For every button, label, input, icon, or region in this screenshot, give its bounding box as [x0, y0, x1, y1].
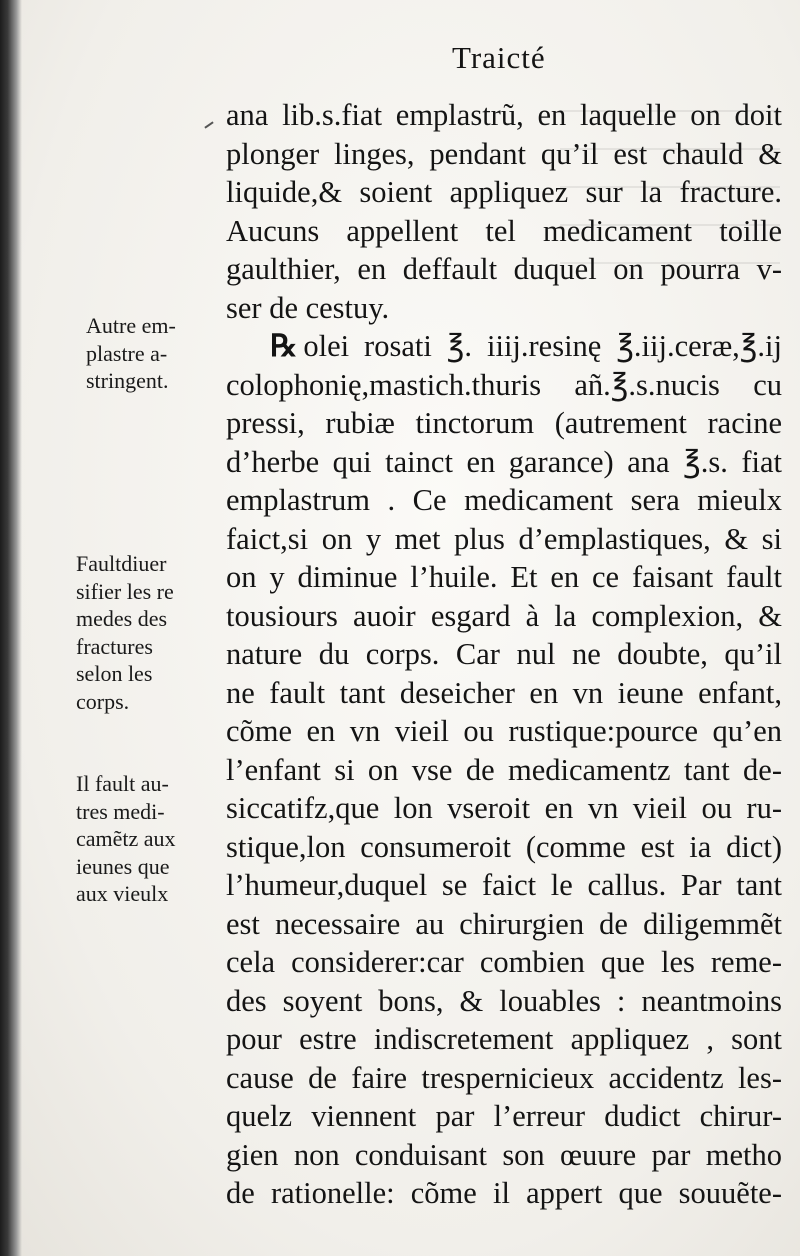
- text-line: ne fault tant deseicher en vn ieune enfant,: [226, 675, 782, 710]
- text-line: liquide,& soient appliquez sur la fracture.: [226, 175, 782, 209]
- text-line: Aucuns appellent tel medicament toille: [226, 213, 782, 248]
- recipe-text: olei rosati ℥. iiij.resinę ℥.iij.ceræ,℥.ij: [303, 329, 782, 363]
- text-line: cela considerer:car combien que les reme-: [226, 945, 782, 979]
- margin-note-young-vs-old: [76, 770, 218, 908]
- margin-note-line: corps.: [76, 688, 130, 714]
- text-line: colophonię,mastich.thuris añ.℥.s.nucis cu: [226, 367, 782, 402]
- text-line: pour estre indiscretement appliquez , sont: [226, 1022, 782, 1056]
- text-line: plonger linges, pendant qu’il est chauld &: [226, 136, 782, 171]
- text-line: tousiours auoir esgard à la complexion, &: [226, 598, 782, 633]
- margin-note-astringent-plaster: [86, 312, 228, 395]
- margin-note-line: camẽtz aux: [76, 826, 176, 851]
- margin-note-line: ieunes que: [76, 853, 170, 879]
- margin-note-line: sifier les re: [76, 578, 174, 604]
- text-line: siccatifz,que lon vseroit en vn vieil ou ru-: [226, 791, 782, 825]
- margin-note-line: fractures: [76, 633, 153, 659]
- recipe-symbol: ℞: [270, 328, 298, 364]
- text-line: d’herbe qui tainct en garance) ana ℥.s. fiat: [226, 444, 782, 479]
- text-line: est necessaire au chirurgien de diligemmẽt: [226, 906, 782, 941]
- margin-note-line: medes des: [76, 606, 168, 631]
- margin-note-line: selon les: [76, 661, 153, 686]
- text-line: ana lib.s.fiat emplastrũ, en laquelle on doit: [226, 98, 782, 132]
- text-line: ser de cestuy.: [226, 290, 390, 325]
- text-line: cause de faire trespernicieux accidentz les-: [226, 1060, 782, 1095]
- page-gutter-shadow: [0, 0, 22, 1256]
- text-line: pressi, rubiæ tinctorum (autrement racine: [226, 406, 782, 440]
- text-line: faict,si on y met plus d’emplastiques, & si: [226, 521, 782, 556]
- text-line: nature du corps. Car nul ne doubte, qu’il: [226, 637, 782, 671]
- text-line: [226, 327, 782, 366]
- text-line: emplastrum . Ce medicament sera mieulx: [226, 483, 782, 517]
- margin-note-diversify-remedies: [76, 550, 218, 715]
- text-line: quelz viennent par l’erreur dudict chirur-: [226, 1099, 782, 1133]
- margin-note-line: Il fault au-: [76, 771, 169, 796]
- main-text-block: [226, 96, 782, 1213]
- running-header: Traicté: [452, 40, 546, 75]
- ink-mark: [204, 121, 213, 128]
- text-line: de rationelle: cõme il appert que souuẽte-: [226, 1176, 782, 1210]
- margin-note-line: tres medi-: [76, 798, 165, 824]
- text-line: cõme en vn vieil ou rustique:pource qu’en: [226, 714, 782, 748]
- text-line: stique,lon consumeroit (comme est ia dict): [226, 829, 782, 864]
- margin-note-line: Faultdiuer: [76, 551, 167, 576]
- text-line: gaulthier, en deffault duquel on pourra v-: [226, 252, 782, 286]
- margin-note-line: stringent.: [86, 368, 169, 393]
- margin-note-line: Autre em-: [86, 313, 176, 338]
- text-line: l’humeur,duquel se faict le callus. Par tant: [226, 868, 782, 902]
- text-line: on y diminue l’huile. Et en ce faisant fault: [226, 560, 782, 594]
- text-line: des soyent bons, & louables : neantmoins: [226, 983, 782, 1018]
- margin-note-line: aux vieulx: [76, 881, 169, 906]
- text-line: gien non conduisant son œuure par metho: [226, 1137, 782, 1172]
- margin-note-line: plastre a-: [86, 340, 168, 366]
- text-line: l’enfant si on vse de medicamentz tant de-: [226, 752, 782, 787]
